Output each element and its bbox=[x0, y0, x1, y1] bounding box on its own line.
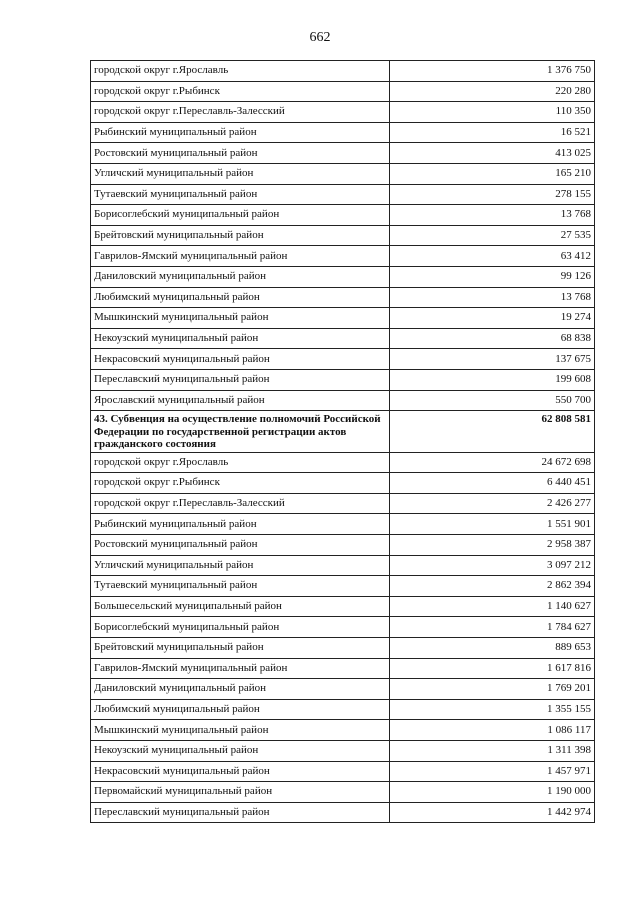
amount-value: 1 086 117 bbox=[390, 720, 595, 741]
table-row bbox=[91, 205, 595, 226]
section-total-amount: 62 808 581 bbox=[390, 411, 595, 453]
table-row bbox=[91, 328, 595, 349]
amount-value: 13 768 bbox=[390, 205, 595, 226]
table-row bbox=[91, 287, 595, 308]
municipality-name: Мышкинский муниципальный район bbox=[91, 308, 390, 329]
table-row bbox=[91, 802, 595, 823]
table-row bbox=[91, 740, 595, 761]
table-row bbox=[91, 390, 595, 411]
municipality-name: Некоузский муниципальный район bbox=[91, 740, 390, 761]
table-row bbox=[91, 761, 595, 782]
table-row bbox=[91, 782, 595, 803]
municipality-name: Даниловский муниципальный район bbox=[91, 266, 390, 287]
amount-value: 1 769 201 bbox=[390, 679, 595, 700]
table-row bbox=[91, 493, 595, 514]
municipality-name: городской округ г.Рыбинск bbox=[91, 81, 390, 102]
municipality-name: Тутаевский муниципальный район bbox=[91, 576, 390, 597]
municipality-name: Некрасовский муниципальный район bbox=[91, 761, 390, 782]
amount-value: 1 442 974 bbox=[390, 802, 595, 823]
table-row bbox=[91, 514, 595, 535]
budget-table-body bbox=[91, 61, 595, 823]
municipality-name: Борисоглебский муниципальный район bbox=[91, 617, 390, 638]
table-row bbox=[91, 184, 595, 205]
table-row bbox=[91, 81, 595, 102]
amount-value: 2 862 394 bbox=[390, 576, 595, 597]
municipality-name: городской округ г.Ярославль bbox=[91, 61, 390, 82]
amount-value: 165 210 bbox=[390, 163, 595, 184]
amount-value: 1 457 971 bbox=[390, 761, 595, 782]
table-row bbox=[91, 102, 595, 123]
amount-value: 1 376 750 bbox=[390, 61, 595, 82]
amount-value: 99 126 bbox=[390, 266, 595, 287]
amount-value: 68 838 bbox=[390, 328, 595, 349]
amount-value: 1 190 000 bbox=[390, 782, 595, 803]
table-row bbox=[91, 122, 595, 143]
section-header-row bbox=[91, 411, 595, 453]
amount-value: 278 155 bbox=[390, 184, 595, 205]
table-row bbox=[91, 720, 595, 741]
amount-value: 1 355 155 bbox=[390, 699, 595, 720]
municipality-name: Ростовский муниципальный район bbox=[91, 534, 390, 555]
table-row bbox=[91, 266, 595, 287]
municipality-name: Рыбинский муниципальный район bbox=[91, 514, 390, 535]
municipality-name: Любимский муниципальный район bbox=[91, 699, 390, 720]
amount-value: 1 784 627 bbox=[390, 617, 595, 638]
municipality-name: Первомайский муниципальный район bbox=[91, 782, 390, 803]
amount-value: 63 412 bbox=[390, 246, 595, 267]
municipality-name: Ярославский муниципальный район bbox=[91, 390, 390, 411]
municipality-name: Любимский муниципальный район bbox=[91, 287, 390, 308]
amount-value: 2 426 277 bbox=[390, 493, 595, 514]
municipality-name: Рыбинский муниципальный район bbox=[91, 122, 390, 143]
amount-value: 1 311 398 bbox=[390, 740, 595, 761]
municipality-name: Брейтовский муниципальный район bbox=[91, 637, 390, 658]
amount-value: 137 675 bbox=[390, 349, 595, 370]
municipality-name: Даниловский муниципальный район bbox=[91, 679, 390, 700]
municipality-name: Брейтовский муниципальный район bbox=[91, 225, 390, 246]
municipality-name: городской округ г.Рыбинск bbox=[91, 473, 390, 494]
table-row bbox=[91, 308, 595, 329]
amount-value: 889 653 bbox=[390, 637, 595, 658]
amount-value: 550 700 bbox=[390, 390, 595, 411]
municipality-name: Угличский муниципальный район bbox=[91, 555, 390, 576]
amount-value: 220 280 bbox=[390, 81, 595, 102]
amount-value: 413 025 bbox=[390, 143, 595, 164]
municipality-name: Переславский муниципальный район bbox=[91, 802, 390, 823]
table-row bbox=[91, 349, 595, 370]
table-row bbox=[91, 679, 595, 700]
section-title: 43. Субвенция на осуществление полномочий Российской Федерации по государственной регистрации актов гражданского состояния bbox=[91, 411, 390, 453]
budget-table bbox=[90, 60, 595, 823]
municipality-name: Мышкинский муниципальный район bbox=[91, 720, 390, 741]
table-row bbox=[91, 246, 595, 267]
municipality-name: городской округ г.Ярославль bbox=[91, 452, 390, 473]
municipality-name: Ростовский муниципальный район bbox=[91, 143, 390, 164]
amount-value: 110 350 bbox=[390, 102, 595, 123]
table-row bbox=[91, 534, 595, 555]
table-row bbox=[91, 555, 595, 576]
amount-value: 6 440 451 bbox=[390, 473, 595, 494]
page-number: 662 bbox=[309, 30, 331, 45]
table-row bbox=[91, 143, 595, 164]
table-row bbox=[91, 699, 595, 720]
table-row bbox=[91, 61, 595, 82]
municipality-name: Некоузский муниципальный район bbox=[91, 328, 390, 349]
municipality-name: Борисоглебский муниципальный район bbox=[91, 205, 390, 226]
municipality-name: Переславский муниципальный район bbox=[91, 369, 390, 390]
table-row bbox=[91, 452, 595, 473]
municipality-name: Тутаевский муниципальный район bbox=[91, 184, 390, 205]
table-row bbox=[91, 637, 595, 658]
municipality-name: Угличский муниципальный район bbox=[91, 163, 390, 184]
amount-value: 27 535 bbox=[390, 225, 595, 246]
municipality-name: городской округ г.Переславль-Залесский bbox=[91, 102, 390, 123]
amount-value: 19 274 bbox=[390, 308, 595, 329]
table-row bbox=[91, 473, 595, 494]
table-row bbox=[91, 658, 595, 679]
table-row bbox=[91, 617, 595, 638]
municipality-name: Гаврилов-Ямский муниципальный район bbox=[91, 246, 390, 267]
amount-value: 1 140 627 bbox=[390, 596, 595, 617]
municipality-name: Гаврилов-Ямский муниципальный район bbox=[91, 658, 390, 679]
table-row bbox=[91, 225, 595, 246]
amount-value: 13 768 bbox=[390, 287, 595, 308]
amount-value: 1 617 816 bbox=[390, 658, 595, 679]
amount-value: 1 551 901 bbox=[390, 514, 595, 535]
amount-value: 3 097 212 bbox=[390, 555, 595, 576]
amount-value: 199 608 bbox=[390, 369, 595, 390]
municipality-name: Большесельский муниципальный район bbox=[91, 596, 390, 617]
table-row bbox=[91, 369, 595, 390]
table-row bbox=[91, 163, 595, 184]
amount-value: 24 672 698 bbox=[390, 452, 595, 473]
municipality-name: Некрасовский муниципальный район bbox=[91, 349, 390, 370]
table-row bbox=[91, 576, 595, 597]
amount-value: 2 958 387 bbox=[390, 534, 595, 555]
amount-value: 16 521 bbox=[390, 122, 595, 143]
table-row bbox=[91, 596, 595, 617]
municipality-name: городской округ г.Переславль-Залесский bbox=[91, 493, 390, 514]
